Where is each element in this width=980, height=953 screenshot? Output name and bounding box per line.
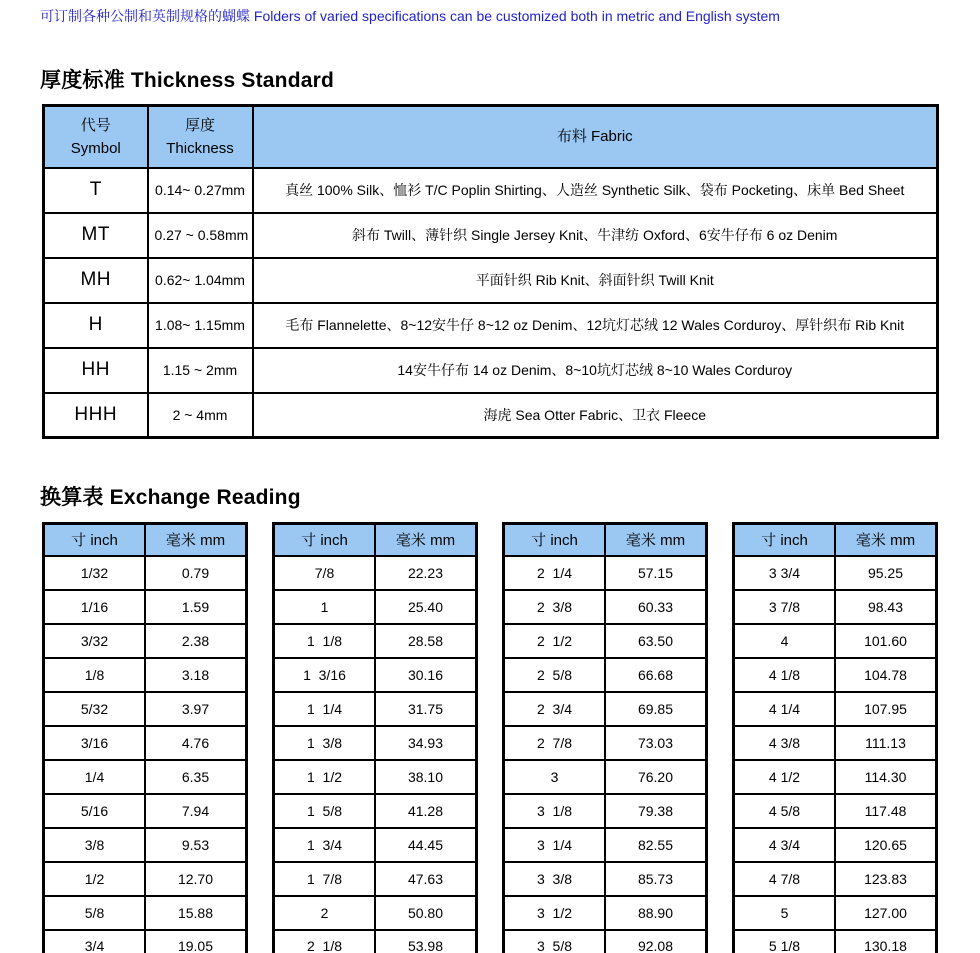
- exchange-table-row: [734, 590, 937, 624]
- mm-cell: 92.08: [605, 930, 707, 953]
- mm-cell: 85.73: [605, 862, 707, 896]
- mm-cell: 44.45: [375, 828, 477, 862]
- mm-column-header: 毫米 mm: [605, 524, 707, 556]
- exchange-table-2: [272, 522, 478, 953]
- thickness-cell: 1.08~ 1.15mm: [148, 303, 253, 348]
- mm-cell: 28.58: [375, 624, 477, 658]
- exchange-table-row: [44, 726, 247, 760]
- exchange-table-row: [274, 794, 477, 828]
- inch-cell: 5: [734, 896, 836, 930]
- thickness-column-header: [148, 106, 253, 168]
- inch-cell: 3 1/8: [504, 794, 606, 828]
- exchange-table-row: [504, 862, 707, 896]
- mm-column-header: 毫米 mm: [145, 524, 247, 556]
- inch-column-header: 寸 inch: [44, 524, 146, 556]
- inch-cell: 2 1/2: [504, 624, 606, 658]
- exchange-table-row: [734, 692, 937, 726]
- thickness-table-row: [44, 348, 938, 393]
- symbol-cell: HH: [44, 348, 148, 393]
- exchange-table-row: [44, 658, 247, 692]
- symbol-cell: MH: [44, 258, 148, 303]
- mm-cell: 38.10: [375, 760, 477, 794]
- mm-cell: 9.53: [145, 828, 247, 862]
- inch-cell: 3 3/4: [734, 556, 836, 590]
- mm-cell: 101.60: [835, 624, 937, 658]
- thickness-table-row: [44, 393, 938, 438]
- exchange-table-row: [274, 896, 477, 930]
- inch-cell: 2 3/4: [504, 692, 606, 726]
- exchange-table-row: [274, 930, 477, 953]
- symbol-cell: MT: [44, 213, 148, 258]
- mm-cell: 22.23: [375, 556, 477, 590]
- inch-cell: 1/8: [44, 658, 146, 692]
- exchange-table-row: [504, 760, 707, 794]
- inch-cell: 3 1/2: [504, 896, 606, 930]
- inch-cell: 2 3/8: [504, 590, 606, 624]
- exchange-table-row: [274, 590, 477, 624]
- symbol-cell: H: [44, 303, 148, 348]
- inch-cell: 4 1/4: [734, 692, 836, 726]
- inch-cell: 5/32: [44, 692, 146, 726]
- exchange-table-row: [504, 556, 707, 590]
- inch-cell: 2 5/8: [504, 658, 606, 692]
- exchange-table-row: [44, 794, 247, 828]
- inch-cell: 3 3/8: [504, 862, 606, 896]
- inch-cell: 1 3/8: [274, 726, 376, 760]
- mm-cell: 117.48: [835, 794, 937, 828]
- thickness-cell: 0.62~ 1.04mm: [148, 258, 253, 303]
- mm-cell: 76.20: [605, 760, 707, 794]
- exchange-table-row: [734, 794, 937, 828]
- exchange-table-row: [504, 828, 707, 862]
- mm-cell: 25.40: [375, 590, 477, 624]
- inch-cell: 1 7/8: [274, 862, 376, 896]
- mm-cell: 127.00: [835, 896, 937, 930]
- exchange-table-row: [504, 726, 707, 760]
- inch-cell: 1: [274, 590, 376, 624]
- mm-cell: 47.63: [375, 862, 477, 896]
- mm-cell: 34.93: [375, 726, 477, 760]
- exchange-table-row: [504, 590, 707, 624]
- exchange-table-row: [274, 556, 477, 590]
- inch-cell: 2 7/8: [504, 726, 606, 760]
- exchange-table-row: [734, 930, 937, 953]
- mm-cell: 31.75: [375, 692, 477, 726]
- mm-cell: 50.80: [375, 896, 477, 930]
- thickness-table-row: [44, 168, 938, 213]
- mm-cell: 30.16: [375, 658, 477, 692]
- exchange-table-row: [504, 896, 707, 930]
- exchange-table-row: [504, 930, 707, 953]
- mm-cell: 82.55: [605, 828, 707, 862]
- exchange-table-row: [44, 760, 247, 794]
- exchange-table-row: [504, 692, 707, 726]
- inch-cell: 1 1/8: [274, 624, 376, 658]
- exchange-table-row: [734, 726, 937, 760]
- inch-cell: 4: [734, 624, 836, 658]
- mm-cell: 104.78: [835, 658, 937, 692]
- fabric-cell: 14安牛仔布 14 oz Denim、8~10坑灯芯绒 8~10 Wales Corduroy: [253, 348, 938, 393]
- thickness-header-en: Thickness: [166, 139, 234, 157]
- fabric-cell: 斜布 Twill、薄针织 Single Jersey Knit、牛津纺 Oxford、6安牛仔布 6 oz Denim: [253, 213, 938, 258]
- exchange-table-row: [734, 828, 937, 862]
- exchange-table-row: [44, 624, 247, 658]
- inch-cell: 3 5/8: [504, 930, 606, 953]
- symbol-cell: T: [44, 168, 148, 213]
- mm-cell: 130.18: [835, 930, 937, 953]
- exchange-table-3: [502, 522, 708, 953]
- exchange-header-row: [504, 524, 707, 556]
- exchange-header-row: [44, 524, 247, 556]
- exchange-table-row: [274, 760, 477, 794]
- thickness-cell: 1.15 ~ 2mm: [148, 348, 253, 393]
- exchange-header-row: [274, 524, 477, 556]
- inch-cell: 4 7/8: [734, 862, 836, 896]
- mm-cell: 19.05: [145, 930, 247, 953]
- exchange-table-row: [274, 692, 477, 726]
- inch-cell: 1/2: [44, 862, 146, 896]
- mm-cell: 123.83: [835, 862, 937, 896]
- exchange-table-row: [44, 896, 247, 930]
- exchange-table-row: [734, 556, 937, 590]
- thickness-table-header-row: [44, 106, 938, 168]
- inch-column-header: 寸 inch: [504, 524, 606, 556]
- mm-cell: 3.18: [145, 658, 247, 692]
- mm-cell: 95.25: [835, 556, 937, 590]
- exchange-table-1: [42, 522, 248, 953]
- mm-cell: 41.28: [375, 794, 477, 828]
- inch-cell: 1 3/16: [274, 658, 376, 692]
- inch-cell: 3/16: [44, 726, 146, 760]
- mm-cell: 53.98: [375, 930, 477, 953]
- mm-cell: 4.76: [145, 726, 247, 760]
- exchange-table-row: [504, 794, 707, 828]
- exchange-table-row: [274, 624, 477, 658]
- mm-cell: 6.35: [145, 760, 247, 794]
- inch-cell: 4 1/2: [734, 760, 836, 794]
- thickness-cell: 2 ~ 4mm: [148, 393, 253, 438]
- inch-cell: 3: [504, 760, 606, 794]
- exchange-tables: [42, 522, 980, 953]
- inch-cell: 2: [274, 896, 376, 930]
- inch-cell: 5 1/8: [734, 930, 836, 953]
- thickness-table-row: [44, 213, 938, 258]
- exchange-table-row: [504, 658, 707, 692]
- exchange-header-row: [734, 524, 937, 556]
- mm-cell: 60.33: [605, 590, 707, 624]
- inch-cell: 1/4: [44, 760, 146, 794]
- inch-column-header: 寸 inch: [734, 524, 836, 556]
- thickness-cell: 0.14~ 0.27mm: [148, 168, 253, 213]
- fabric-column-header: 布料 Fabric: [253, 106, 938, 168]
- inch-cell: 1/16: [44, 590, 146, 624]
- mm-cell: 2.38: [145, 624, 247, 658]
- exchange-reading-heading: 换算表 Exchange Reading: [40, 486, 301, 509]
- exchange-table-row: [734, 760, 937, 794]
- exchange-table-row: [734, 896, 937, 930]
- mm-cell: 12.70: [145, 862, 247, 896]
- mm-cell: 98.43: [835, 590, 937, 624]
- thickness-table-row: [44, 258, 938, 303]
- symbol-header-en: Symbol: [70, 139, 121, 157]
- exchange-table-row: [44, 862, 247, 896]
- symbol-header-cn: 代号: [80, 116, 111, 134]
- customization-note: 可订制各种公制和英制规格的蝴蝶 Folders of varied specifications can be customized both in metric and English system: [40, 8, 780, 24]
- mm-cell: 7.94: [145, 794, 247, 828]
- inch-cell: 4 5/8: [734, 794, 836, 828]
- mm-cell: 88.90: [605, 896, 707, 930]
- mm-cell: 120.65: [835, 828, 937, 862]
- exchange-table-row: [274, 828, 477, 862]
- exchange-table-row: [274, 726, 477, 760]
- exchange-table-row: [44, 692, 247, 726]
- mm-column-header: 毫米 mm: [375, 524, 477, 556]
- mm-cell: 111.13: [835, 726, 937, 760]
- fabric-cell: 平面针织 Rib Knit、斜面针织 Twill Knit: [253, 258, 938, 303]
- exchange-table-row: [734, 624, 937, 658]
- thickness-table-body: [44, 168, 938, 438]
- exchange-table-row: [734, 658, 937, 692]
- inch-cell: 3/32: [44, 624, 146, 658]
- thickness-standard-heading: 厚度标准 Thickness Standard: [40, 69, 334, 92]
- inch-cell: 4 3/8: [734, 726, 836, 760]
- mm-cell: 114.30: [835, 760, 937, 794]
- mm-cell: 1.59: [145, 590, 247, 624]
- mm-cell: 107.95: [835, 692, 937, 726]
- thickness-header-cn: 厚度: [184, 116, 215, 134]
- mm-cell: 66.68: [605, 658, 707, 692]
- inch-cell: 3/8: [44, 828, 146, 862]
- inch-cell: 5/8: [44, 896, 146, 930]
- inch-cell: 3 1/4: [504, 828, 606, 862]
- mm-cell: 69.85: [605, 692, 707, 726]
- inch-cell: 1/32: [44, 556, 146, 590]
- inch-cell: 1 1/2: [274, 760, 376, 794]
- fabric-cell: 毛布 Flannelette、8~12安牛仔 8~12 oz Denim、12坑灯芯绒 12 Wales Corduroy、厚针织布 Rib Knit: [253, 303, 938, 348]
- symbol-column-header: [44, 106, 148, 168]
- exchange-table-row: [44, 556, 247, 590]
- inch-cell: 5/16: [44, 794, 146, 828]
- exchange-table-row: [44, 828, 247, 862]
- exchange-table-row: [44, 930, 247, 953]
- inch-cell: 3/4: [44, 930, 146, 953]
- mm-cell: 15.88: [145, 896, 247, 930]
- thickness-cell: 0.27 ~ 0.58mm: [148, 213, 253, 258]
- exchange-table-row: [734, 862, 937, 896]
- inch-column-header: 寸 inch: [274, 524, 376, 556]
- mm-cell: 3.97: [145, 692, 247, 726]
- inch-cell: 4 3/4: [734, 828, 836, 862]
- mm-cell: 57.15: [605, 556, 707, 590]
- mm-cell: 79.38: [605, 794, 707, 828]
- inch-cell: 2 1/4: [504, 556, 606, 590]
- inch-cell: 2 1/8: [274, 930, 376, 953]
- exchange-table-row: [274, 862, 477, 896]
- thickness-table-row: [44, 303, 938, 348]
- exchange-table-4: [732, 522, 938, 953]
- inch-cell: 1 3/4: [274, 828, 376, 862]
- mm-cell: 73.03: [605, 726, 707, 760]
- mm-cell: 0.79: [145, 556, 247, 590]
- fabric-cell: 真丝 100% Silk、恤衫 T/C Poplin Shirting、人造丝 Synthetic Silk、袋布 Pocketing、床单 Bed Sheet: [253, 168, 938, 213]
- inch-cell: 1 5/8: [274, 794, 376, 828]
- symbol-cell: HHH: [44, 393, 148, 438]
- mm-column-header: 毫米 mm: [835, 524, 937, 556]
- thickness-standard-table: [42, 104, 939, 439]
- inch-cell: 7/8: [274, 556, 376, 590]
- mm-cell: 63.50: [605, 624, 707, 658]
- inch-cell: 1 1/4: [274, 692, 376, 726]
- exchange-table-row: [504, 624, 707, 658]
- inch-cell: 4 1/8: [734, 658, 836, 692]
- fabric-cell: 海虎 Sea Otter Fabric、卫衣 Fleece: [253, 393, 938, 438]
- inch-cell: 3 7/8: [734, 590, 836, 624]
- exchange-table-row: [274, 658, 477, 692]
- exchange-table-row: [44, 590, 247, 624]
